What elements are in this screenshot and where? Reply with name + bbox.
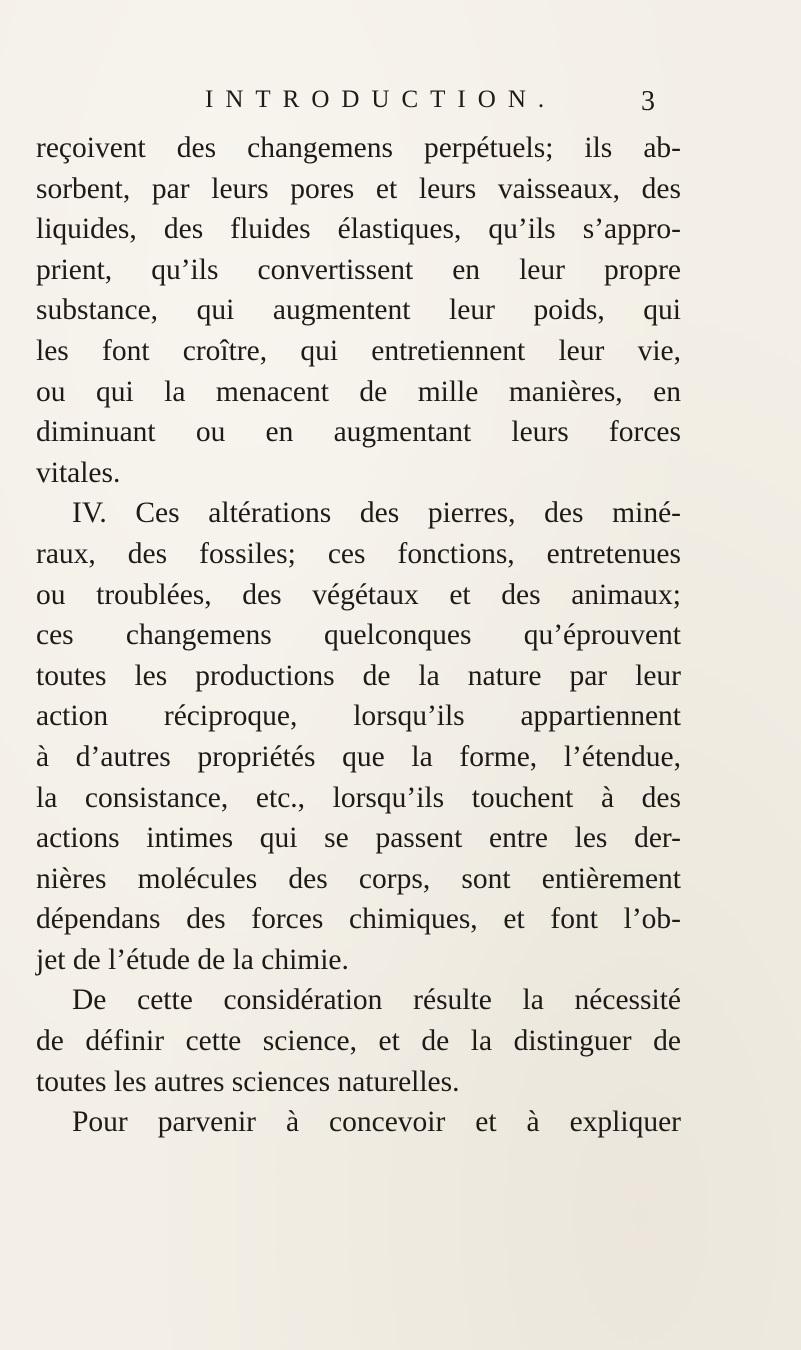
text-line: prient, qu’ils convertissent en leur propre: [36, 253, 681, 286]
text-line: à d’autres propriétés que la forme, l’étendue,: [36, 740, 681, 773]
text-line: sorbent, par leurs pores et leurs vaisseaux, des: [36, 172, 681, 205]
text-line: substance, qui augmentent leur poids, qui: [36, 294, 681, 327]
text-line: reçoivent des changemens perpétuels; ils ab-: [36, 132, 681, 164]
text-line: de définir cette science, et de la distinguer de: [36, 1025, 681, 1058]
body-text: [36, 128, 681, 1143]
text-line: ces changemens quelconques qu’éprouvent: [36, 619, 681, 652]
paragraph-start-line: De cette considération résulte la nécessité: [72, 984, 681, 1017]
text-line: dépendans des forces chimiques, et font l’ob-: [36, 903, 681, 936]
text-line: vitales.: [36, 456, 121, 489]
page-number: 3: [641, 86, 655, 117]
section-start-line: IV. Ces altérations des pierres, des miné-: [72, 497, 681, 530]
text-line: ou qui la menacent de mille manières, en: [36, 375, 681, 408]
paragraph-start-line: Pour parvenir à concevoir et à expliquer: [72, 1106, 681, 1139]
text-line: les font croître, qui entretiennent leur vie,: [36, 334, 681, 367]
running-title: INTRODUCTION.: [205, 86, 557, 113]
text-line: toutes les productions de la nature par leur: [36, 659, 681, 692]
text-line: ou troublées, des végétaux et des animaux;: [36, 578, 681, 611]
text-line: jet de l’étude de la chimie.: [36, 943, 349, 976]
text-line: la consistance, etc., lorsqu’ils touchent à des: [36, 781, 681, 814]
text-line: action réciproque, lorsqu’ils appartiennent: [36, 700, 681, 733]
running-head: [0, 86, 801, 126]
text-line: diminuant ou en augmentant leurs forces: [36, 416, 681, 449]
text-line: toutes les autres sciences naturelles.: [36, 1065, 460, 1098]
text-line: liquides, des fluides élastiques, qu’ils s’appro-: [36, 213, 681, 246]
text-line: nières molécules des corps, sont entièrement: [36, 862, 681, 895]
text-line: actions intimes qui se passent entre les der-: [36, 822, 681, 855]
text-line: raux, des fossiles; ces fonctions, entretenues: [36, 537, 681, 570]
